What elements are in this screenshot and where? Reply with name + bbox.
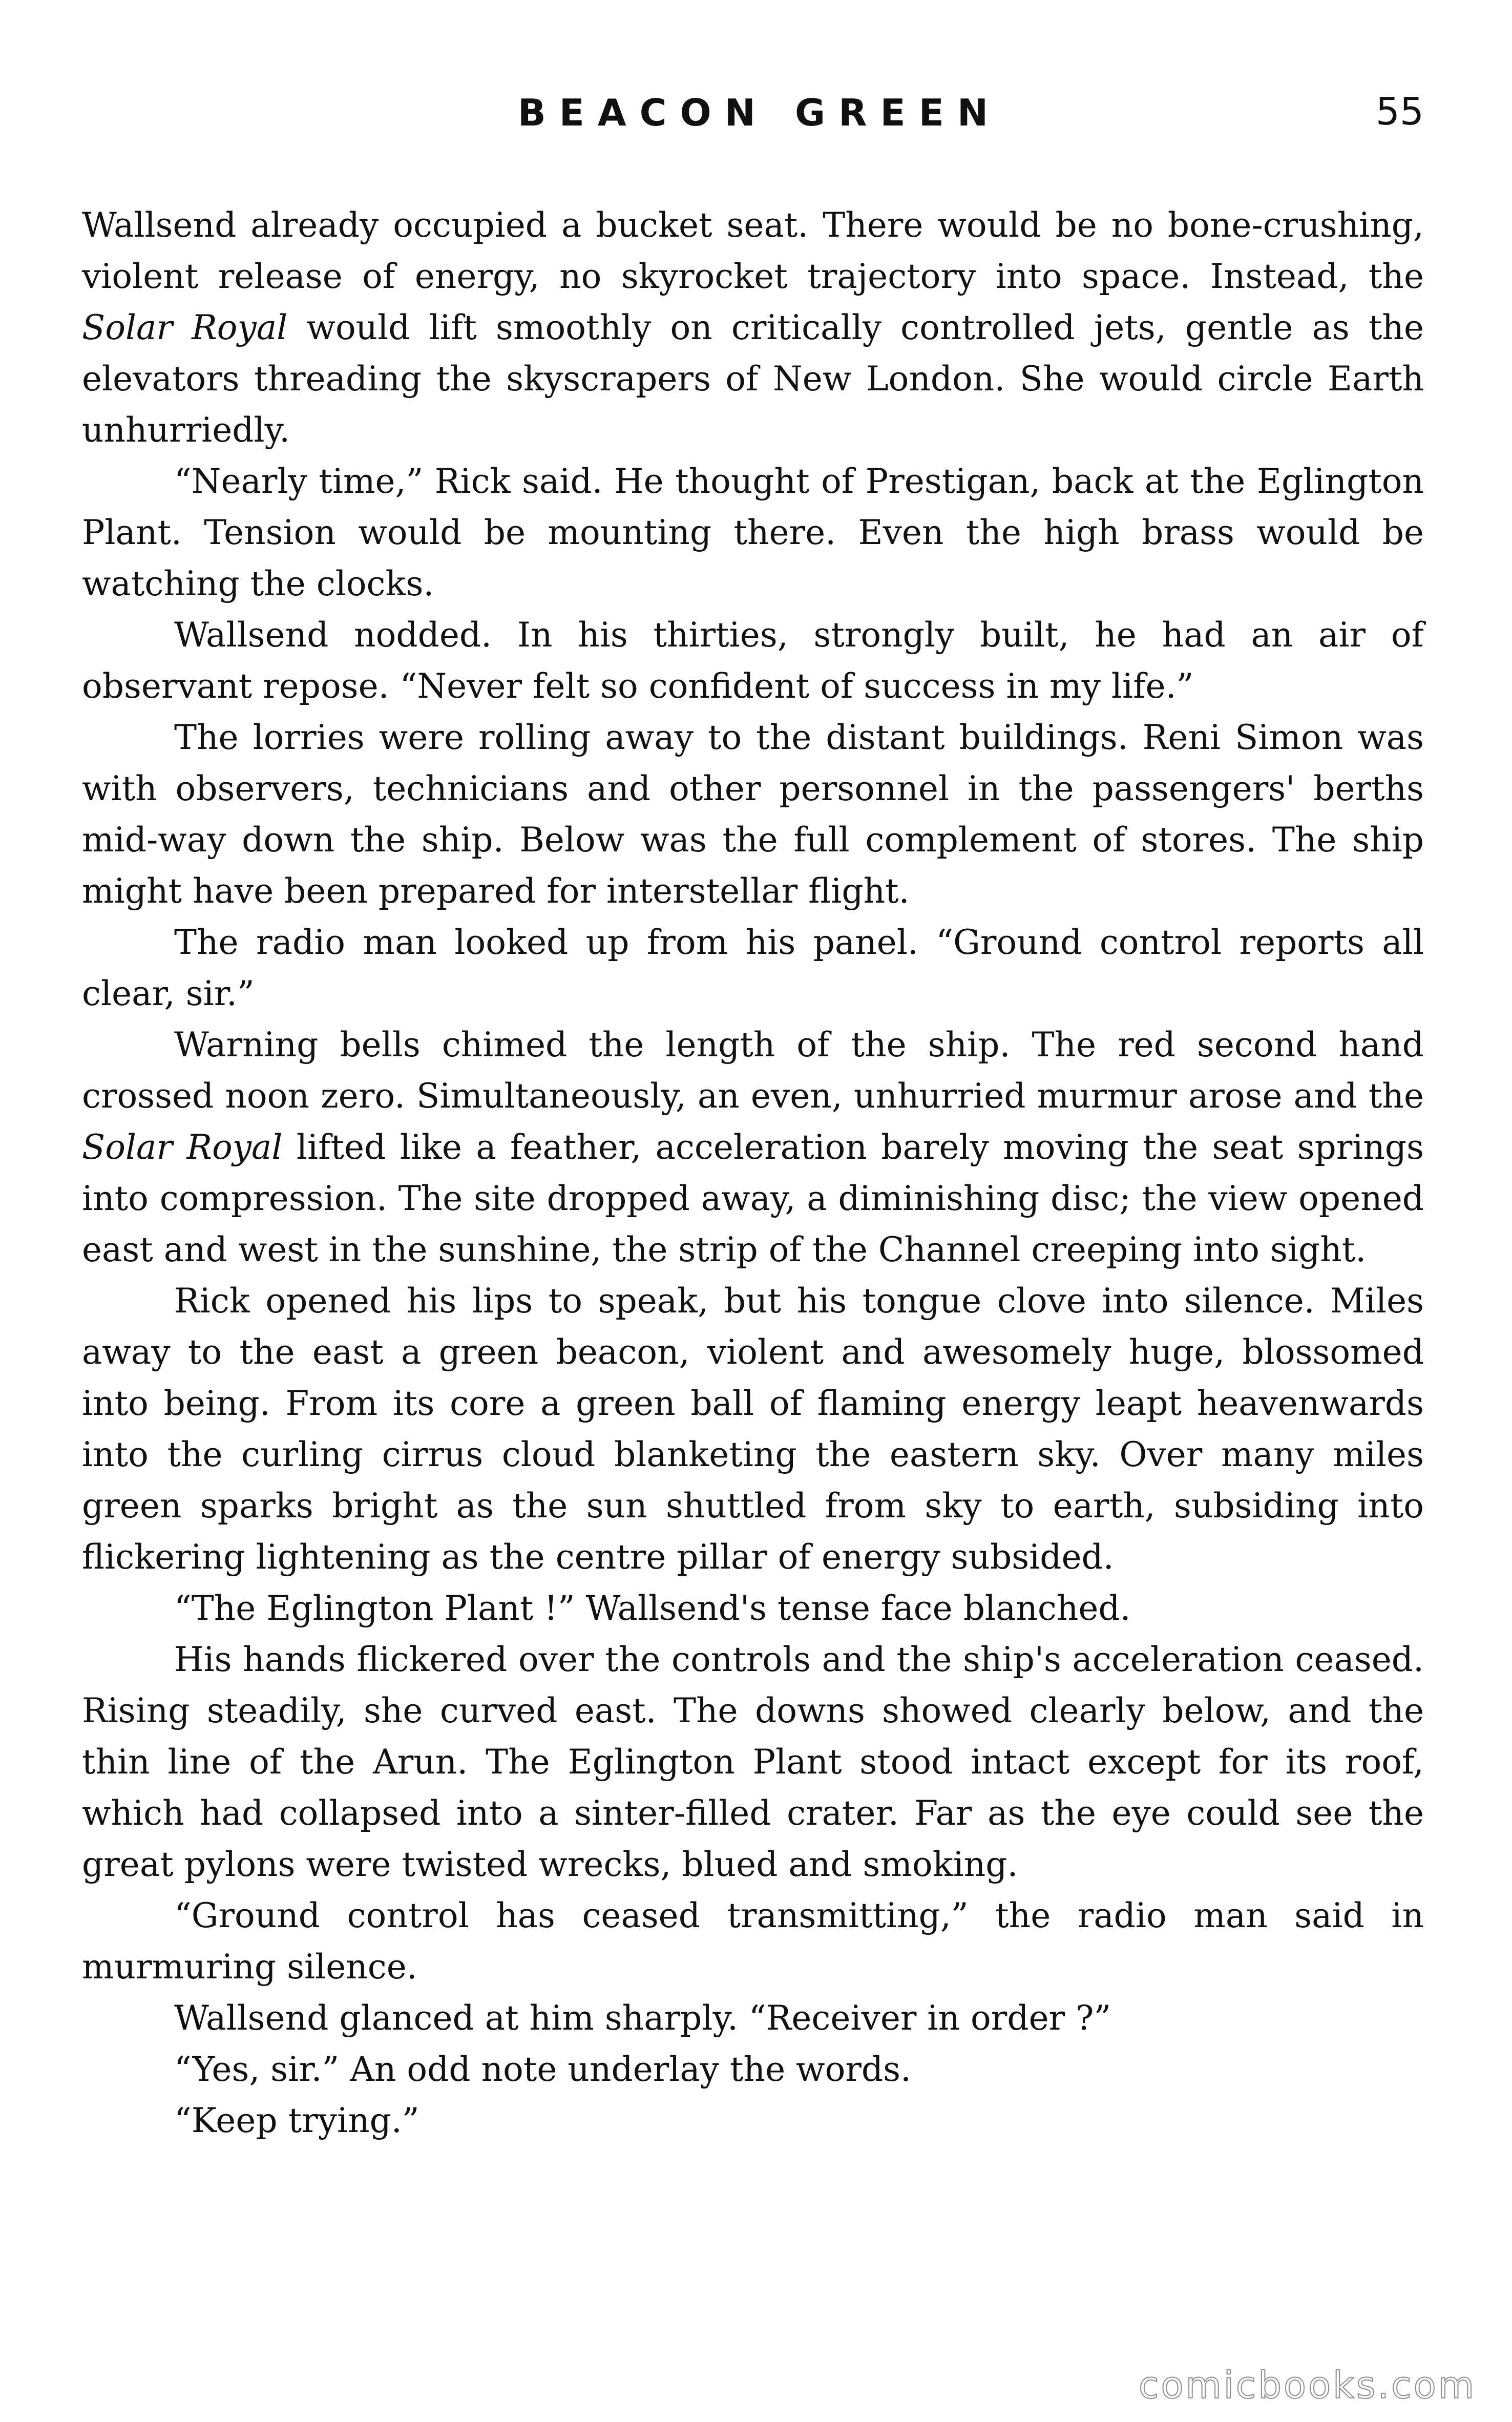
paragraph (82, 712, 1424, 917)
text-run: “The Eglington Plant !” Wallsend's tense face blanched. (174, 1589, 1131, 1628)
page-header (82, 82, 1424, 143)
page-number: 55 (1375, 90, 1424, 134)
text-run: would lift smoothly on critically controlled jets, gentle as the elevators threading the skyscrapers of New London. She would circle Earth unhurriedly. (82, 308, 1424, 450)
text-run: Wallsend glanced at him sharply. “Receiver in order ?” (174, 1998, 1111, 2038)
text-run: “Nearly time,” Rick said. He thought of Prestigan, back at the Eglington Plant. Tension would be mounting there. Even the high brass would be watching the clocks. (82, 462, 1424, 603)
paragraph (82, 1276, 1424, 1583)
paragraph (82, 610, 1424, 712)
text-run: Wallsend already occupied a bucket seat. There would be no bone-crushing, violent release of energy, no skyrocket trajectory into space. Instead, the (82, 205, 1424, 296)
ship-name-italic: Solar Royal (82, 308, 288, 347)
text-run: lifted like a feather, acceleration barely moving the seat springs into compression. The site dropped away, a diminishing disc; the view opened east and west in the sunshine, the strip of the Channel creeping into sight. (82, 1128, 1424, 1269)
paragraph (82, 1019, 1424, 1276)
watermark: comicbooks.com (1138, 2364, 1476, 2407)
paragraph (82, 2044, 1424, 2095)
text-run: “Ground control has ceased transmitting,” the radio man said in murmuring silence. (82, 1896, 1424, 1987)
text-run: Rick opened his lips to speak, but his tongue clove into silence. Miles away to the east a green beacon, violent and awesomely huge, blossomed into being. From its core a green ball of flaming energy leapt heavenwards into the curling cirrus cloud blanketing the eastern sky. Over many miles green sparks bright as the sun shuttled from sky to earth, subsiding into flickering lightening as the centre pillar of energy subsided. (82, 1281, 1424, 1577)
text-run: Wallsend nodded. In his thirties, strongly built, he had an air of observant repose. “Never felt so confident of success in my life.” (82, 615, 1424, 706)
ship-name-italic: Solar Royal (82, 1128, 283, 1167)
body-text (82, 200, 1424, 2146)
paragraph (82, 200, 1424, 456)
paragraph (82, 1634, 1424, 1890)
text-run: “Yes, sir.” An odd note underlay the words. (174, 2050, 911, 2089)
text-run: Warning bells chimed the length of the ship. The red second hand crossed noon zero. Simultaneously, an even, unhurried murmur arose and the (82, 1025, 1424, 1116)
text-run: The lorries were rolling away to the distant buildings. Reni Simon was with observers, technicians and other personnel in the passengers' berths mid-way down the ship. Below was the full complement of stores. The ship might have been prepared for interstellar flight. (82, 718, 1424, 911)
text-run: “Keep trying.” (174, 2101, 419, 2140)
text-run: The radio man looked up from his panel. “Ground control reports all clear, sir.” (82, 923, 1424, 1013)
paragraph (82, 1993, 1424, 2044)
paragraph (82, 2095, 1424, 2146)
paragraph (82, 1583, 1424, 1634)
paragraph (82, 456, 1424, 610)
paragraph (82, 917, 1424, 1019)
paragraph (82, 1890, 1424, 1993)
text-run: His hands flickered over the controls and the ship's acceleration ceased. Rising steadily, she curved east. The downs showed clearly below, and the thin line of the Arun. The Eglington Plant stood intact except for its roof, which had collapsed into a sinter-filled crater. Far as the eye could see the great pylons were twisted wrecks, blued and smoking. (82, 1640, 1424, 1884)
book-page (82, 82, 1424, 2377)
running-title: BEACON GREEN (517, 91, 1002, 134)
